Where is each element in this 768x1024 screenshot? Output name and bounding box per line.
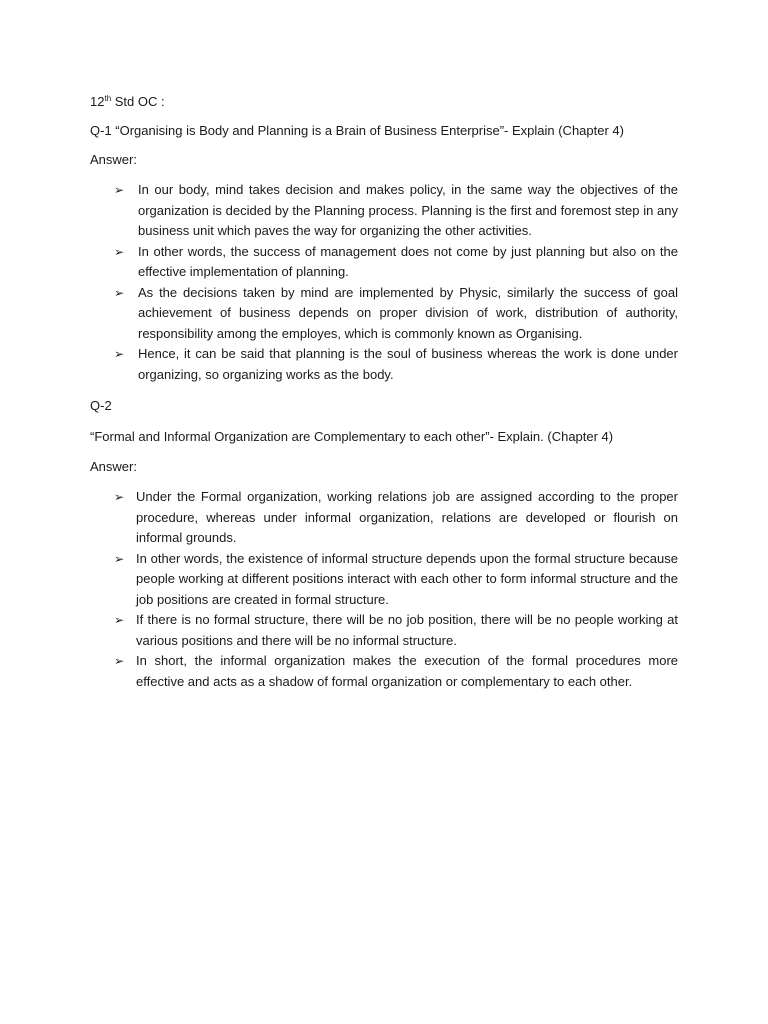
arrowhead-bullet-icon: ➢ <box>114 285 125 300</box>
std-suffix: th <box>104 94 112 103</box>
list-item-text: As the decisions taken by mind are implemented by Physic, similarly the success of goal achievement of business depends on proper division of work, distribution of authority, responsibility among the employes, which is commonly known as Organising. <box>138 284 678 341</box>
list-item <box>114 487 678 549</box>
list-item <box>114 344 678 385</box>
q2-answer-list <box>114 487 678 692</box>
q1-answer-label: Answer: <box>90 152 137 167</box>
arrowhead-bullet-icon: ➢ <box>114 347 125 361</box>
q2-label: Q-2 <box>90 398 112 413</box>
std-number: 12 <box>90 94 105 109</box>
arrowhead-bullet-icon: ➢ <box>114 183 125 197</box>
arrowhead-bullet-icon: ➢ <box>114 613 125 627</box>
arrowhead-bullet-icon: ➢ <box>114 490 125 504</box>
arrowhead-bullet-icon: ➢ <box>114 551 125 566</box>
list-item-text: If there is no formal structure, there will be no job position, there will be no people working at various positions and there will be no informal structure. <box>136 612 678 648</box>
list-item-text: In our body, mind takes decision and makes policy, in the same way the objectives of the organization is decided by the Planning process. Planning is the first and foremost step in any business unit which paves the way for organizing the other activities. <box>138 182 678 238</box>
std-rest: Std OC : <box>111 94 165 109</box>
list-item <box>114 242 678 283</box>
class-heading <box>90 92 165 113</box>
arrowhead-bullet-icon: ➢ <box>114 244 125 259</box>
list-item <box>114 549 678 611</box>
list-item-text: In other words, the success of management does not come by just planning but also on the effective implementation of planning. <box>138 243 678 279</box>
q1-answer-list <box>114 180 678 385</box>
list-item <box>114 283 678 345</box>
list-item-text: Hence, it can be said that planning is the soul of business whereas the work is done under organizing, so organizing works as the body. <box>138 346 678 382</box>
arrowhead-bullet-icon: ➢ <box>114 654 125 668</box>
list-item <box>114 651 678 692</box>
list-item-text: Under the Formal organization, working relations job are assigned according to the proper procedure, whereas under informal organization, relations are developed or flourish on informal grounds. <box>136 489 678 545</box>
list-item-text: In other words, the existence of informal structure depends upon the formal structure because people working at different positions interact with each other to form informal structure and the job positions are created in formal structure. <box>136 550 678 607</box>
q1-question: Q-1 “Organising is Body and Planning is a Brain of Business Enterprise”- Explain (Chapter 4) <box>90 123 624 138</box>
q2-answer-label: Answer: <box>90 459 137 474</box>
list-item <box>114 180 678 242</box>
q2-question: “Formal and Informal Organization are Complementary to each other”- Explain. (Chapter 4) <box>90 429 614 444</box>
list-item <box>114 610 678 651</box>
list-item-text: In short, the informal organization makes the execution of the formal procedures more effective and acts as a shadow of formal organization or complementary to each other. <box>136 653 678 689</box>
